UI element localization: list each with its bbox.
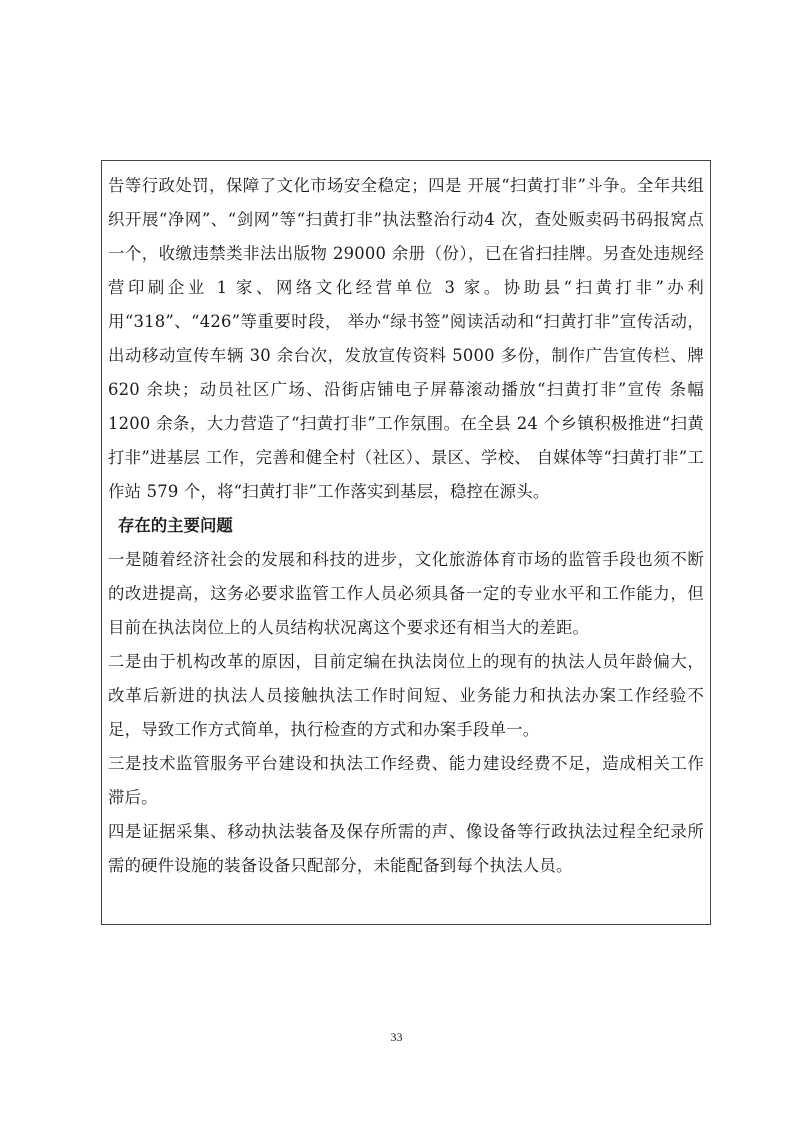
page-number: 33 — [390, 1030, 403, 1044]
intro-paragraph: 告等行政处罚，保障了文化市场安全稳定；四是 开展“扫黄打非”斗争。全年共组织开展“净网”、“剑网”等“扫黄打非”执法整治行动4 次，查处贩卖码书码报窝点一个，收缴违禁类非法出版物 29000 余册（份），已在省扫挂牌。另查处违规经 营印刷企业 1 家、网络文化经营单位 3 家。协助县“扫黄打非”办利用“318”、“426”等重要时段， 举办“绿书签”阅读活动和“扫黄打非”宣传活动，出动移动宣传车辆 30 余台次，发放宣传资料 5000 多份，制作广告宣传栏、牌 620 余块；动员社区广场、沿街店铺电子屏幕滚动播放“扫黄打非”宣传 条幅 1200 余条，大力营造了“扫黄打非”工作氛围。在全县 24 个乡镇积极推进“扫黄打非”进基层 工作，完善和健全村（社区）、景区、学校、 自媒体等“扫黄打非”工作站 579 个，将“扫黄打非”工作落实到基层，稳控在源头。 — [108, 176, 704, 501]
content-box — [101, 160, 711, 925]
issue-paragraph-1: 一是随着经济社会的发展和科技的进步，文化旅游体育市场的监管手段也须不断的改进提高，这务必要求监管工作人员必须具备一定的专业水平和工作能力，但目前在执法岗位上的人员结构状况离这个要求还有相当大的差距。 — [108, 550, 704, 637]
issue-paragraph-4: 四是证据采集、移动执法装备及保存所需的声、像设备等行政执法过程全纪录所需的硬件设施的装备设备只配部分，未能配备到每个执法人员。 — [108, 822, 704, 875]
issue-paragraph-2: 二是由于机构改革的原因，目前定编在执法岗位上的现有的执法人员年龄偏大，改革后新进的执法人员接触执法工作时间短、业务能力和执法办案工作经验不足，导致工作方式简单，执行检查的方式和办案手段单一。 — [108, 652, 704, 739]
issue-paragraph-3: 三是技术监管服务平台建设和执法工作经费、能力建设经费不足，造成相关工作滞后。 — [108, 754, 704, 807]
section-heading: 存在的主要问题 — [118, 516, 233, 535]
